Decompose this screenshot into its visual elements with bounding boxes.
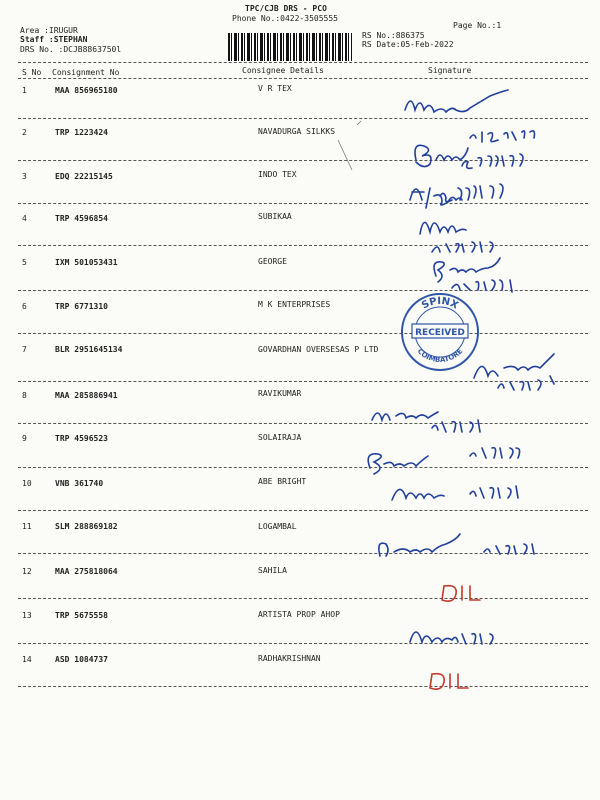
row-sno: 4	[22, 214, 27, 223]
page-number: Page No.:1	[453, 21, 502, 30]
row-consignment: MAA 285886941	[55, 391, 118, 400]
row-consignment: SLM 288869182	[55, 522, 118, 531]
stamp-bottom-text: COIMBATORE	[415, 347, 465, 365]
row-consignee: NAVADURGA SILKKS	[258, 127, 336, 136]
row-consignment: TRP 4596854	[55, 214, 108, 223]
row-sno: 6	[22, 302, 27, 311]
row-sno: 8	[22, 391, 27, 400]
row-consignee: GEORGE	[258, 257, 287, 266]
stamp-middle-text: RECEIVED	[415, 328, 465, 338]
row-consignment: TRP 5675558	[55, 611, 108, 620]
row-consignee: GOVARDHAN OVERSESAS P LTD	[258, 345, 379, 354]
row-consignment: MAA 275818064	[55, 567, 118, 576]
row-consignee: INDO TEX	[258, 170, 297, 179]
rs-date: RS Date:05-Feb-2022	[362, 40, 454, 49]
row-consignment: MAA 856965180	[55, 86, 118, 95]
row-consignee: SOLAIRAJA	[258, 433, 302, 442]
row-consignment: VNB 361740	[55, 479, 104, 488]
row-sno: 1	[22, 86, 27, 95]
row-consignee: ARTISTA PROP AHOP	[258, 610, 340, 619]
row-consignee: RAVIKUMAR	[258, 389, 302, 398]
row-sno: 3	[22, 172, 27, 181]
row-consignment: TRP 4596523	[55, 434, 108, 443]
row-consignment: BLR 2951645134	[55, 345, 123, 354]
staff-label: Staff :STEPHAN	[20, 35, 88, 44]
row-consignee: SUBIKAA	[258, 212, 292, 221]
col-signature: Signature	[428, 66, 472, 75]
col-consignment: Consignment No	[52, 68, 120, 77]
row-consignee: SAHILA	[258, 566, 287, 575]
row-sno: 13	[22, 611, 32, 620]
row-consignee: V R TEX	[258, 84, 292, 93]
document-title: TPC/CJB DRS - PCO	[245, 4, 327, 13]
row-sno: 2	[22, 128, 27, 137]
received-stamp	[398, 290, 482, 374]
row-consignee: ABE BRIGHT	[258, 477, 307, 486]
row-sno: 12	[22, 567, 32, 576]
row-consignment: TRP 6771310	[55, 302, 108, 311]
phone-number: Phone No.:0422-3505555	[232, 14, 338, 23]
rs-number: RS No.:886375	[362, 31, 425, 40]
row-sno: 11	[22, 522, 32, 531]
row-sno: 7	[22, 345, 27, 354]
col-consignee: Consignee Details	[242, 66, 324, 75]
drs-number: DRS No. :DCJB8863750l	[20, 45, 122, 54]
row-consignment: EDQ 22215145	[55, 172, 113, 181]
row-consignment: ASD 1084737	[55, 655, 108, 664]
row-consignee: M K ENTERPRISES	[258, 300, 331, 309]
row-consignment: IXM 501053431	[55, 258, 118, 267]
col-sno: S No	[22, 68, 42, 77]
row-sno: 5	[22, 258, 27, 267]
area-label: Area :IRUGUR	[20, 26, 78, 35]
row-sno: 10	[22, 479, 32, 488]
stamp-top-text: SPINX	[420, 295, 460, 312]
row-consignee: LOGAMBAL	[258, 522, 297, 531]
row-sno: 9	[22, 434, 27, 443]
row-consignee: RADHAKRISHNAN	[258, 654, 321, 663]
row-consignment: TRP 1223424	[55, 128, 108, 137]
row-sno: 14	[22, 655, 32, 664]
